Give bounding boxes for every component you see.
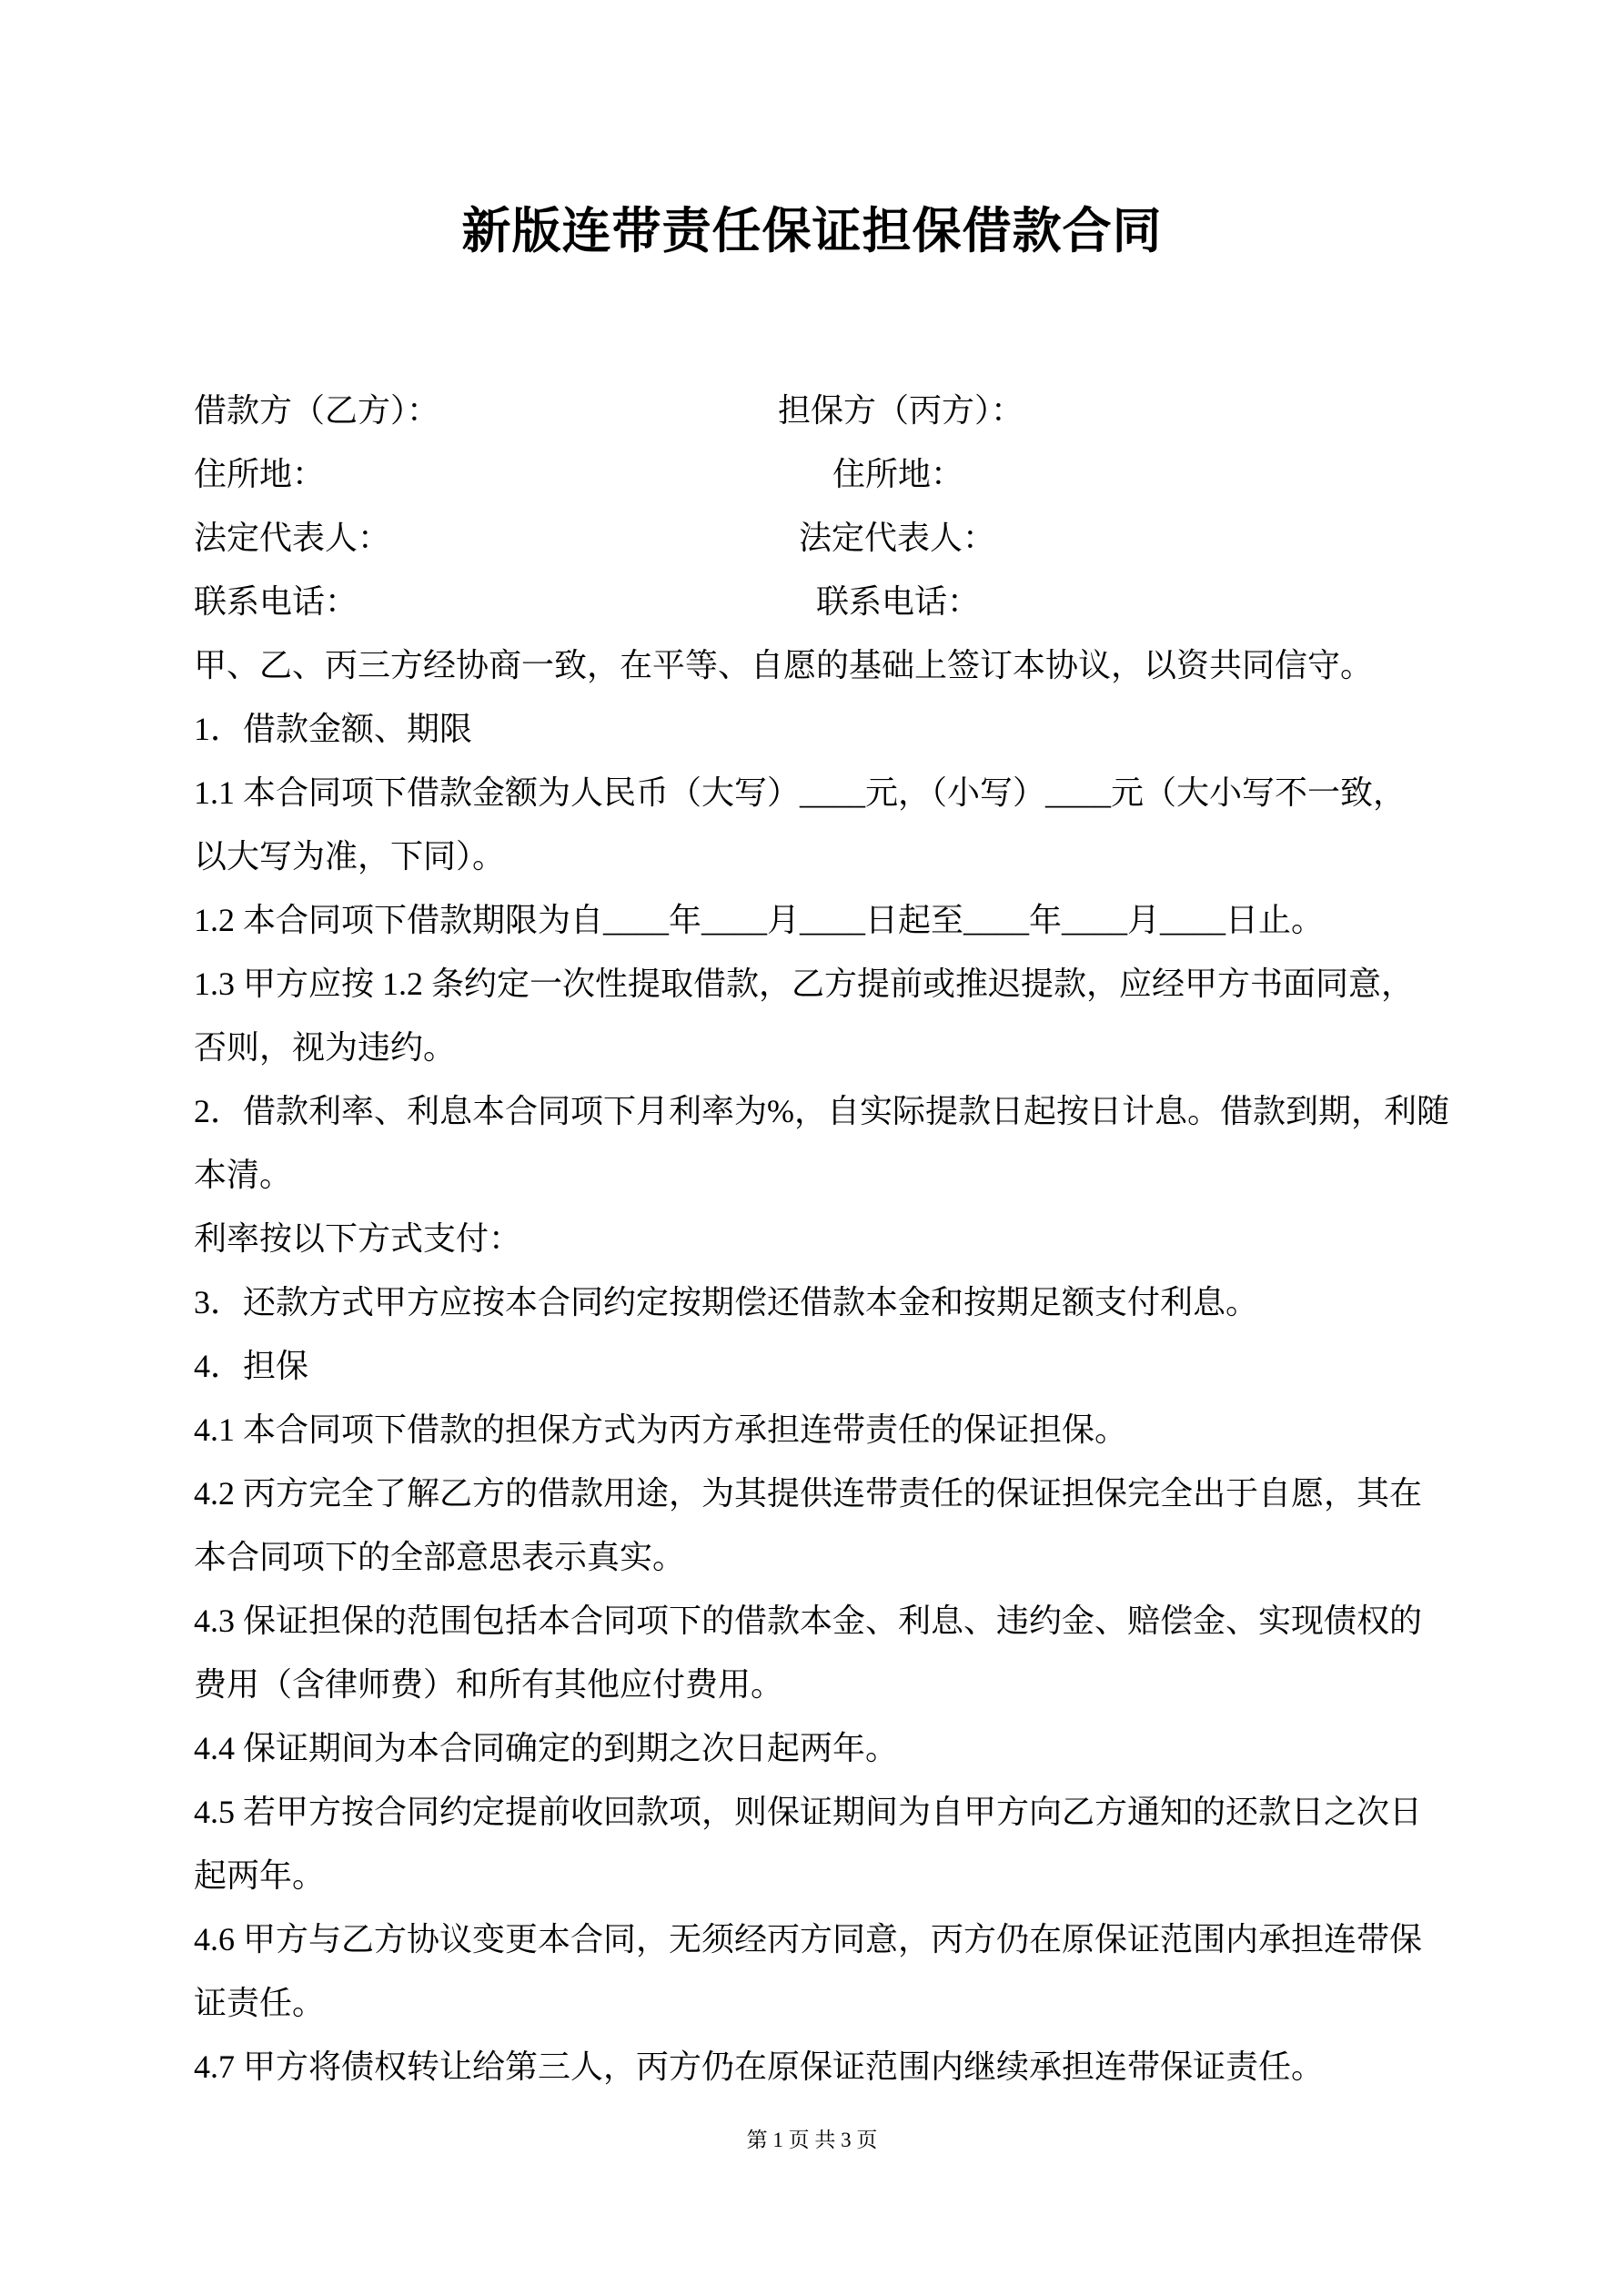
party-row-name bbox=[194, 379, 1486, 442]
clause-4-1-line: 4.1 本合同项下借款的担保方式为丙方承担连带责任的保证担保。 bbox=[194, 1411, 1128, 1448]
contract-body bbox=[194, 379, 1486, 2099]
clause-4-6-continuation: 证责任。 bbox=[194, 1985, 326, 2021]
borrower-label: 借款方（乙方）： bbox=[194, 392, 440, 429]
clause-1-3-continuation: 否则，视为违约。 bbox=[194, 1029, 457, 1066]
guarantor-label: 担保方（丙方）： bbox=[778, 392, 1024, 429]
contract-title: 新版连带责任保证担保借款合同 bbox=[461, 204, 1163, 258]
clause-4-2-line: 4.2 丙方完全了解乙方的借款用途，为其提供连带责任的保证担保完全出于自愿，其在 bbox=[194, 1475, 1423, 1512]
section-4-heading: 4．担保 bbox=[194, 1348, 309, 1384]
clause-4-5-line: 4.5 若甲方按合同约定提前收回款项，则保证期间为自甲方向乙方通知的还款日之次日 bbox=[194, 1794, 1423, 1830]
section-3-line: 3．还款方式甲方应按本合同约定按期偿还借款本金和按期足额支付利息。 bbox=[194, 1284, 1259, 1320]
guarantor-phone-label: 联系电话： bbox=[816, 583, 981, 620]
clause-4-5-continuation: 起两年。 bbox=[194, 1857, 326, 1894]
section-2-continuation: 本清。 bbox=[194, 1157, 293, 1193]
clause-4-4-line: 4.4 保证期间为本合同确定的到期之次日起两年。 bbox=[194, 1730, 899, 1766]
borrower-address-label: 住所地： bbox=[194, 456, 326, 492]
page-number-footer: 第 1 页 共 3 页 bbox=[746, 2129, 878, 2151]
clause-4-6-line: 4.6 甲方与乙方协议变更本合同，无须经丙方同意，丙方仍在原保证范围内承担连带保 bbox=[194, 1921, 1423, 1957]
clause-1-3-line: 1.3 甲方应按 1.2 条约定一次性提取借款，乙方提前或推迟提款，应经甲方书面同意， bbox=[194, 966, 1415, 1002]
clause-4-2-continuation: 本合同项下的全部意思表示真实。 bbox=[194, 1539, 686, 1575]
clause-1-1-continuation: 以大写为准，下同）。 bbox=[194, 838, 506, 875]
clause-1-1-line: 1.1 本合同项下借款金额为人民币（大写）____元，（小写）____元（大小写不一致， bbox=[194, 774, 1407, 811]
guarantor-address-label: 住所地： bbox=[832, 456, 964, 492]
clause-4-3-continuation: 费用（含律师费）和所有其他应付费用。 bbox=[194, 1666, 784, 1703]
clause-4-3-line: 4.3 保证担保的范围包括本合同项下的借款本金、利息、违约金、赔偿金、实现债权的 bbox=[194, 1603, 1423, 1639]
borrower-legal-rep-label: 法定代表人： bbox=[194, 520, 391, 556]
party-row-legal-representative bbox=[194, 506, 1486, 570]
guarantor-legal-rep-label: 法定代表人： bbox=[799, 520, 996, 556]
section-1-heading: 1．借款金额、期限 bbox=[194, 711, 473, 747]
party-row-phone bbox=[194, 570, 1486, 633]
clause-4-7-line: 4.7 甲方将债权转让给第三人，丙方仍在原保证范围内继续承担连带保证责任。 bbox=[194, 2048, 1325, 2085]
clause-1-2-line: 1.2 本合同项下借款期限为自____年____月____日起至____年____月____日止。 bbox=[194, 902, 1325, 938]
section-2-line: 2．借款利率、利息本合同项下月利率为%，自实际提款日起按日计息。借款到期，利随 bbox=[194, 1093, 1449, 1129]
borrower-phone-label: 联系电话： bbox=[194, 583, 358, 620]
body-line: 甲、乙、丙三方经协商一致，在平等、自愿的基础上签订本协议，以资共同信守。 bbox=[194, 647, 1374, 683]
interest-payment-line: 利率按以下方式支付： bbox=[194, 1220, 522, 1257]
party-row-address bbox=[194, 442, 1486, 506]
